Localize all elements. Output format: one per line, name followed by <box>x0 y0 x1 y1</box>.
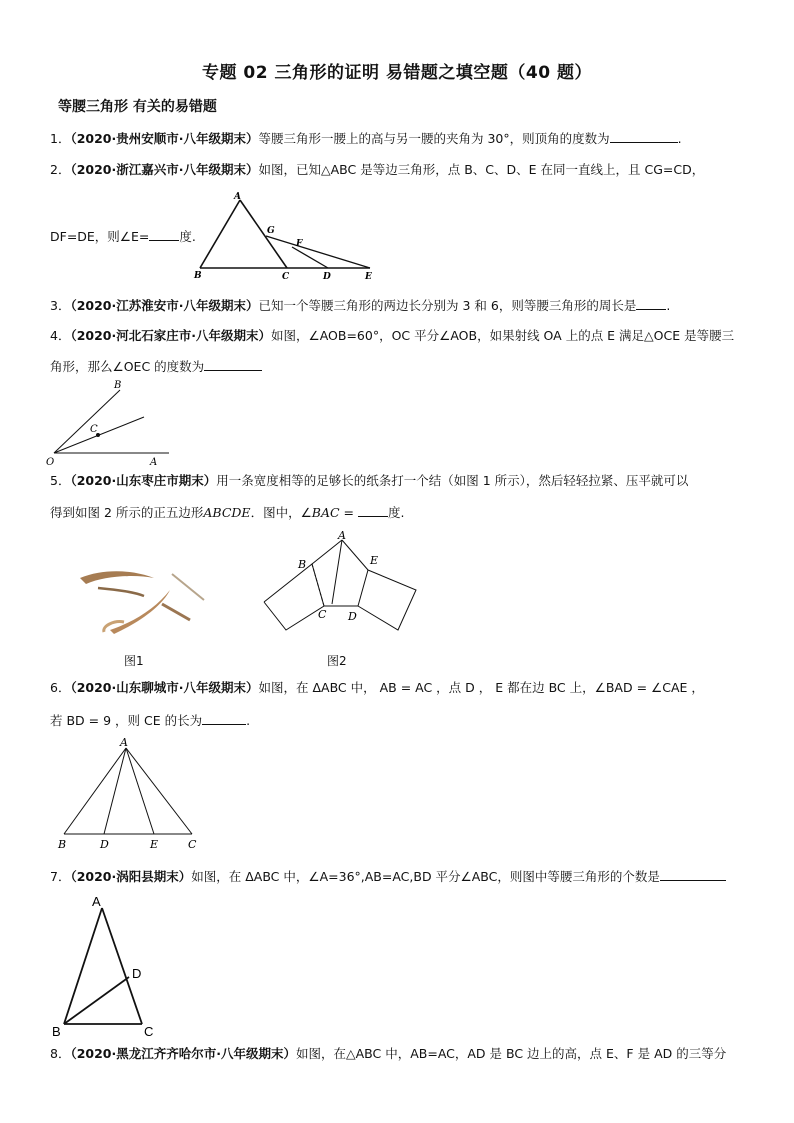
figure-2-caption: 图2 <box>327 654 347 668</box>
svg-text:D: D <box>323 272 331 280</box>
answer-blank <box>636 297 666 310</box>
section-heading: 等腰三角形 有关的易错题 <box>58 99 217 115</box>
question-2: 2．（2020·浙江嘉兴市·八年级期末）如图，已知△ABC 是等边三角形，点 B、C、D、E 在同一直线上，且 CG=CD， <box>50 162 705 177</box>
svg-text:C: C <box>188 838 197 851</box>
answer-blank <box>358 504 388 517</box>
svg-text:C: C <box>318 608 327 621</box>
question-5-line-2: 得到如图 2 所示的正五边形ABCDE．图中，∠BAC = 度. <box>50 505 405 520</box>
svg-text:A: A <box>234 192 241 202</box>
answer-blank <box>149 228 179 241</box>
svg-text:E: E <box>150 838 159 851</box>
figure-angle-bisector <box>44 376 174 470</box>
figure-isosceles-triangle <box>56 736 206 856</box>
figure-1-caption: 图1 <box>124 654 144 668</box>
svg-text:B: B <box>52 1024 61 1039</box>
question-4: 4．（2020·河北石家庄市·八年级期末）如图，∠AOB=60°，OC 平分∠AOB，如果射线 OA 上的点 E 满足△OCE 是等腰三 <box>50 328 735 343</box>
svg-text:C: C <box>90 424 98 435</box>
question-2-line-2: DF=DE，则∠E= 度. <box>50 229 196 244</box>
svg-text:B: B <box>194 271 202 280</box>
page-title: 专题 02 三角形的证明 易错题之填空题（40 题） <box>202 63 592 83</box>
svg-text:D: D <box>132 966 142 981</box>
svg-text:E: E <box>365 272 372 280</box>
svg-text:O: O <box>46 457 55 466</box>
figure-1-paper-knot <box>74 560 214 644</box>
answer-blank <box>660 868 726 881</box>
question-4-line-2: 角形，那么∠OEC 的度数为 <box>50 358 262 375</box>
question-6-line-2: 若 BD = 9 ，则 CE 的长为 . <box>50 713 251 728</box>
svg-text:B: B <box>58 838 67 851</box>
svg-text:E: E <box>370 554 379 567</box>
answer-blank <box>610 130 678 143</box>
svg-text:G: G <box>267 226 275 236</box>
svg-text:D: D <box>100 838 109 851</box>
question-7: 7．（2020·涡阳县期末）如图，在 ΔABC 中，∠A=36°,AB=AC,BD 平分∠ABC，则图中等腰三角形的个数是 <box>50 868 726 885</box>
figure-equilateral-triangle <box>192 190 382 284</box>
svg-text:A: A <box>150 457 158 466</box>
figure-2-pentagon <box>258 530 428 644</box>
svg-text:B: B <box>298 558 307 571</box>
svg-text:C: C <box>144 1024 154 1039</box>
svg-text:A: A <box>92 894 101 909</box>
answer-blank <box>204 358 262 371</box>
question-1: 1．（2020·贵州安顺市·八年级期末）等腰三角形一腰上的高与另一腰的夹角为 30°，则顶角的度数为 . <box>50 131 682 146</box>
question-3: 3．（2020·江苏淮安市·八年级期末）已知一个等腰三角形的两边长分别为 3 和 6，则等腰三角形的周长是 . <box>50 298 671 313</box>
svg-text:D: D <box>348 610 357 623</box>
svg-text:B: B <box>114 380 122 391</box>
svg-text:A: A <box>120 736 128 749</box>
figure-triangle-bisector <box>50 892 170 1044</box>
answer-blank <box>202 712 246 725</box>
question-5: 5．（2020·山东枣庄市期末）用一条宽度相等的足够长的纸条打一个结（如图 1 所示），然后轻轻拉紧、压平就可以 <box>50 473 689 488</box>
svg-text:A: A <box>338 530 346 542</box>
question-8: 8．（2020·黑龙江齐齐哈尔市·八年级期末）如图，在△ABC 中，AB=AC，AD 是 BC 边上的高，点 E、F 是 AD 的三等分 <box>50 1046 727 1061</box>
svg-text:C: C <box>282 272 290 280</box>
question-6: 6．（2020·山东聊城市·八年级期末）如图，在 ΔABC 中， AB = AC ，点 D ， E 都在边 BC 上，∠BAD = ∠CAE ， <box>50 680 704 695</box>
svg-text:F: F <box>296 239 303 249</box>
